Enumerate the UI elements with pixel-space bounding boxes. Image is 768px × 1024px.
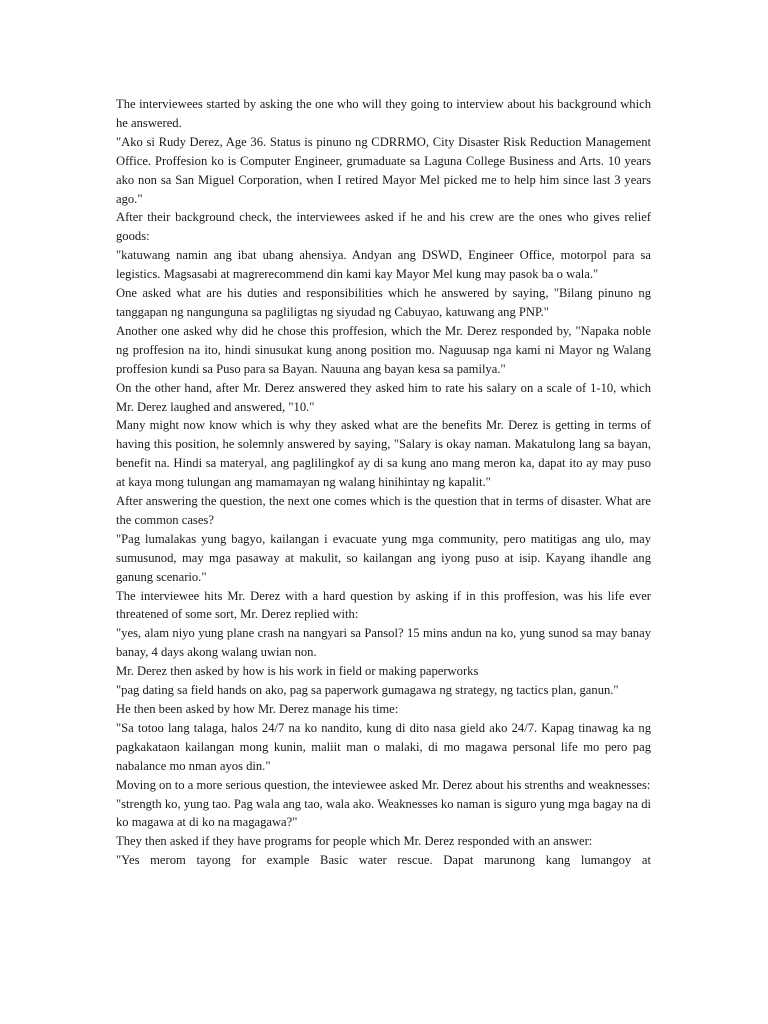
paragraph: On the other hand, after Mr. Derez answered they asked him to rate his salary on a scale of 1-10, which Mr. Derez laughed and answered, "10." — [116, 380, 655, 414]
paragraph: He then been asked by how Mr. Derez manage his time: — [116, 702, 399, 716]
paragraph: Moving on to a more serious question, the inteviewee asked Mr. Derez about his strenths and weaknesses: — [116, 777, 651, 792]
document-body — [116, 95, 658, 870]
paragraph: "Pag lumalakas yung bagyo, kailangan i evacuate yung mga community, pero matitigas ang ulo, may sumusunod, may mga pasaway at makulit, so kailangan ang iyong puso at isip. Kayang ihandle ang ganung scenario." — [116, 531, 658, 584]
paragraph: The interviewee hits Mr. Derez with a hard question by asking if in this proffesion, was his life ever threatened of some sort, Mr. Derez replied with: — [116, 588, 655, 622]
paragraph: Another one asked why did he chose this proffesion, which the Mr. Derez responded by, "Napaka noble ng proffesion na ito, hindi sinusukat kung anong position mo. Naguusap nga kami ni Mayor ng Walang proffesion kundi sa Puso para sa Bayan. Nauuna ang bayan kesa sa pamilya." — [116, 323, 655, 376]
paragraph: They then asked if they have programs for people which Mr. Derez responded with an answer: — [116, 834, 593, 849]
paragraph: "pag dating sa field hands on ako, pag sa paperwork gumagawa ng strategy, ng tactics plan, ganun." — [116, 683, 619, 698]
paragraph: "Ako si Rudy Derez, Age 36. Status is pinuno ng CDRRMO, City Disaster Risk Reduction Management Office. Proffesion ko is Computer Engineer, grumaduate sa Laguna College Business and Arts. 10 years ako non sa San Miguel Corporation, when I retired Mayor Mel picked me to help him since last 3 years ago." — [116, 134, 655, 206]
paragraph: One asked what are his duties and responsibilities which he answered by saying, "Bilang pinuno ng tanggapan ng nangunguna sa pagliligtas ng siyudad ng Cabuyao, katuwang ang PNP." — [116, 286, 655, 319]
paragraph: Many might now know which is why they asked what are the benefits Mr. Derez is getting in terms of having this position, he solemnly answered by saying, "Salary is okay naman. Makatulong lang sa bayan, benefit na. Hindi sa materyal, ang paglilingkof ay di sa kung ano mang meron ka, dapat ito ay may puso at kaya mong tulungan ang mamamayan ng walang hinihintay ng kapalit." — [116, 418, 655, 490]
paragraph: Mr. Derez then asked by how is his work in field or making paperworks — [116, 664, 479, 679]
paragraph-last-line: "Yes merom tayong for example Basic water rescue. Dapat marunong kang lumangoy at — [116, 853, 651, 868]
paragraph: "yes, alam niyo yung plane crash na nangyari sa Pansol? 15 mins andun na ko, yung sunod sa may banay banay, 4 days akong walang uwian non. — [116, 626, 655, 660]
paragraph: "Sa totoo lang talaga, halos 24/7 na ko nandito, kung di dito nasa gield ako 24/7. Kapag tinawag ka ng pagkakataon kailangan mong kunin, maliit man o malaki, di mo magawa personal life mo pero pag nabalance mo nman ayos din." — [116, 720, 655, 773]
paragraph: The interviewees started by asking the one who will they going to interview about his background which he answered. — [116, 97, 655, 130]
paragraph: "katuwang namin ang ibat ubang ahensiya. Andyan ang DSWD, Engineer Office, motorpol para sa legistics. Magsasabi at magrerecommend din kami kay Mayor Mel kung may pasok ba o wala." — [116, 248, 655, 282]
paragraph: "strength ko, yung tao. Pag wala ang tao, wala ako. Weaknesses ko naman is siguro yung mga bagay na di ko magawa at di ko na magagawa?" — [116, 796, 655, 830]
paragraph: After their background check, the interviewees asked if he and his crew are the ones who gives relief goods: — [116, 210, 655, 244]
paragraph: After answering the question, the next one comes which is the question that in terms of disaster. What are the common cases? — [116, 494, 655, 527]
